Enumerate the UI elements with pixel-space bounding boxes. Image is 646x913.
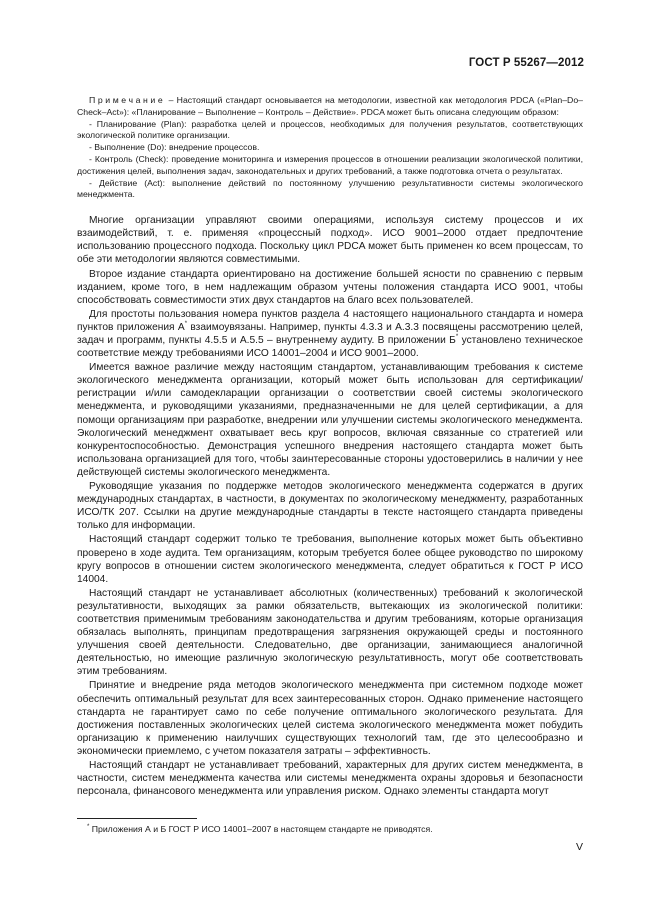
note-lead-text: – Настоящий стандарт основывается на методологии, известной как методология PDCA («Plan–Do–Check–Act»): «Планирование – Выполнение – Контроль – Действие». PDCA может быть описана следующим образом:	[77, 95, 583, 117]
note-item-do: - Выполнение (Do): внедрение процессов.	[89, 142, 260, 153]
footnote-separator	[77, 818, 197, 819]
pdca-note	[77, 95, 583, 201]
note-item-check: - Контроль (Check): проведение мониторинга и измерения процессов в отношении реализации экологической политики, достижения целей, выполнения задач, законодательных и других требований, а также подготовка отчета о результатах.	[77, 153, 583, 176]
note-lead	[77, 95, 583, 119]
paragraph-other-systems: Настоящий стандарт не устанавливает требований, характерных для других систем менеджмента, в частности, систем менеджмента качества или системы менеджмента охраны здоровья и безопасности персонала, финансового менеджмента или управления риском. Однако элементы стандарта могут	[77, 760, 583, 798]
paragraph-text-part: установлено техническое соответствие между требованиями ИСО 14001–2004 и ИСО 9001–2000.	[77, 335, 584, 360]
note-item-plan: - Планирование (Plan): разработка целей и процессов, необходимых для получения результатов, соответствующих экологической политике организации.	[77, 118, 583, 141]
paragraph-audit-requirements: Настоящий стандарт содержит только те требования, выполнение которых может быть объективно проверено в ходе аудита. Тем организациям, которым требуется более общее руководство по широкому кругу вопросов в отношении систем экологического менеджмента, следует обратиться к ГОСТ Р ИСО 14004.	[77, 534, 583, 585]
paragraph-process-approach: Многие организации управляют своими операциями, используя систему процессов и их взаимодействий, т. е. применяя «процессный подход». ИСО 9001–2000 отдает предпочтение использованию процессного подхода. Поскольку цикл PDCA может быть применен ко всем процессам, то обе эти методологии являются совместимыми.	[77, 215, 583, 266]
footnote	[87, 824, 433, 835]
paragraph-performance-requirements: Настоящий стандарт не устанавливает абсолютных (количественных) требований к экологической результативности, выходящих за рамки обязательств, вытекающих из экологической политики: соответствия применимым требованиям законодательства и другим требованиям, которые организация обязалась выполнять, принципам предотвращения загрязнения окружающей среды и постоянного улучшения своей деятельности. Следовательно, две организации, занимающиеся аналогичной деятельностью, но имеющие различную экологическую результативность, могут обе соответствовать этим требованиям.	[77, 587, 583, 678]
paragraph-text-part: Для простоты пользования номера пунктов раздела 4 настоящего национального стандарта и номера пунктов приложения А	[77, 308, 583, 333]
footnote-reference: *	[184, 320, 188, 327]
footnote-mark: *	[87, 824, 90, 830]
note-label: Примечание	[89, 95, 166, 105]
paragraph-text-part: взаимоувязаны. Например, пункты 4.3.3 и А.3.3 посвящены рассмотрению целей, задач и программ, пункты 4.5.5 и А.5.5 – внутреннему аудиту. В приложении Б	[77, 321, 583, 347]
body-text	[77, 214, 583, 798]
paragraph-guidance-standards: Руководящие указания по поддержке методов экологического менеджмента содержатся в других международных стандартах, в частности, в документах по экологическому менеджменту, разработанных ИСО/ТК 207. Ссылки на другие международные стандарты в тексте настоящего стандарта приведены только для информации.	[77, 481, 583, 532]
footnote-text: Приложения А и Б ГОСТ Р ИСО 14001–2007 в настоящем стандарте не приводятся.	[89, 824, 433, 834]
paragraph-second-edition: Второе издание стандарта ориентировано на достижение большей ясности по сравнению с первым изданием, кроме того, в нем надлежащим образом учтены положения стандарта ИСО 9001, чтобы способствовать совместимости этих двух стандартов на благо всех пользователей.	[77, 268, 583, 306]
paragraph-system-approach: Принятие и внедрение ряда методов экологического менеджмента при системном подходе может обеспечить оптимальный результат для всех заинтересованных сторон. Однако применение настоящего стандарта не гарантирует само по себе получение оптимального экологического результата. Для достижения поставленных экологических целей система экологического менеджмента может побудить организацию к применению наилучших существующих технологий там, где это целесообразно и экономически приемлемо, с учетом показателя затраты – эффективность.	[77, 680, 583, 757]
note-item-act: - Действие (Act): выполнение действий по постоянному улучшению результативности системы экологического менеджмента.	[77, 177, 583, 200]
footnote-reference: *	[455, 334, 459, 341]
page-content	[77, 95, 583, 798]
paragraph-clause-numbering	[77, 308, 583, 360]
paragraph-certification-difference: Имеется важное различие между настоящим стандартом, устанавливающим требования к системе экологического менеджмента организации, который может быть использован для сертификации/регистрации и/или самодекларации организации о соответствии своей системы экологического менеджмента, и руководящими указаниями, предназначенными не для целей сертификации, а для помощи организациям при разработке, внедрении или улучшении системы экологического менеджмента. Экологический менеджмент охватывает весь круг вопросов, включая связанные со стратегией или конкурентоспособностью. Демонстрация успешного внедрения настоящего стандарта может быть использована организацией для того, чтобы заинтересованные стороны удостоверились в наличии у нее действующей системы экологического менеджмента.	[77, 362, 583, 478]
document-code-header: ГОСТ Р 55267—2012	[468, 57, 584, 69]
page-number: V	[575, 841, 583, 853]
